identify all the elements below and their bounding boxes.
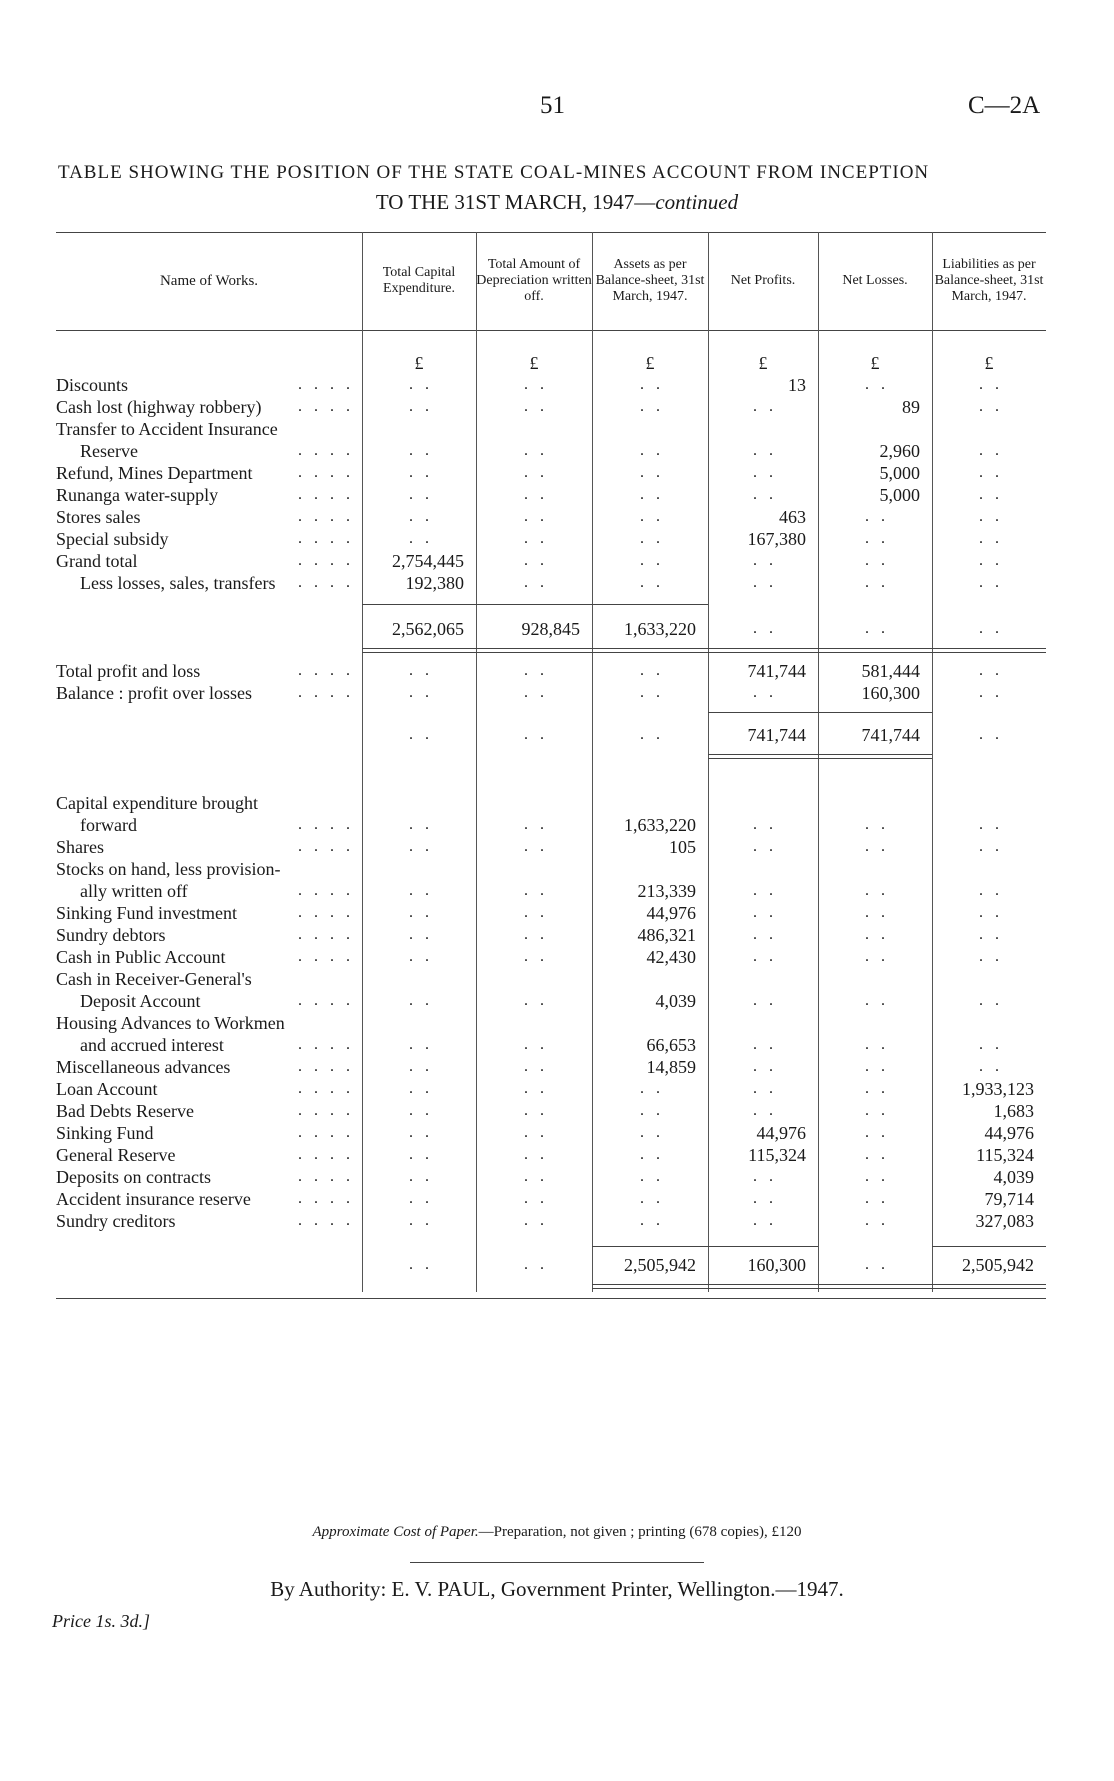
leader-dots: . . . . [298, 992, 354, 1009]
subtotal2-net-profit: 741,744 [747, 725, 806, 745]
empty-cell-dots: . . [640, 726, 664, 743]
leader-dots: . . . . [298, 442, 354, 459]
cell-liabilities: 1,683 [993, 1101, 1034, 1121]
empty-cell-dots: . . [409, 882, 433, 899]
column-header-net-profit: Net Profits. [730, 273, 796, 288]
currency-symbol-net-loss: £ [870, 353, 880, 373]
leader-dots: . . . . [298, 398, 354, 415]
currency-symbol-net-profit: £ [758, 353, 768, 373]
column-rule [818, 232, 819, 1292]
assets-total-rule [592, 1246, 708, 1247]
row-label: Stores sales [56, 507, 141, 527]
empty-cell-dots: . . [865, 838, 889, 855]
empty-cell-dots: . . [979, 838, 1003, 855]
subtotal2-double-rule [708, 754, 932, 755]
cell-assets: 14,859 [646, 1057, 696, 1077]
column-header-net-loss: Net Losses. [842, 273, 908, 288]
cell-liabilities: 327,083 [975, 1211, 1034, 1231]
empty-cell-dots: . . [640, 1212, 664, 1229]
final-double-rule [592, 1284, 1046, 1285]
empty-cell-dots: . . [753, 1190, 777, 1207]
cell-assets: 1,633,220 [624, 815, 696, 835]
currency-symbol-assets: £ [645, 353, 655, 373]
empty-cell-dots: . . [979, 508, 1003, 525]
empty-cell-dots: . . [865, 376, 889, 393]
currency-symbol-liabilities: £ [984, 353, 994, 373]
leader-dots: . . . . [298, 1058, 354, 1075]
row-label: Capital expenditure brought [56, 793, 258, 813]
empty-cell-dots: . . [524, 1146, 548, 1163]
empty-cell-dots: . . [979, 948, 1003, 965]
empty-cell-dots: . . [753, 948, 777, 965]
authority-line: By Authority: E. V. PAUL, Government Printer, Wellington.—1947. [270, 1577, 844, 1601]
column-header-liabilities: Liabilities as per Balance-sheet, 31st March, 1947. [934, 257, 1044, 304]
row-label: Balance : profit over losses [56, 683, 252, 703]
empty-cell-dots: . . [753, 838, 777, 855]
row-label: Total profit and loss [56, 661, 201, 681]
empty-cell-dots: . . [524, 1036, 548, 1053]
empty-cell-dots: . . [979, 882, 1003, 899]
row-label: Sinking Fund investment [56, 903, 238, 923]
empty-cell-dots: . . [979, 530, 1003, 547]
row-label: Refund, Mines Department [56, 463, 253, 483]
empty-cell-dots: . . [524, 1124, 548, 1141]
empty-cell-dots: . . [409, 508, 433, 525]
empty-cell-dots: . . [524, 948, 548, 965]
cell-liabilities: 4,039 [993, 1167, 1034, 1187]
row-label: Accident insurance reserve [56, 1189, 251, 1209]
row-label: Runanga water-supply [56, 485, 219, 505]
empty-cell-dots: . . [753, 904, 777, 921]
cell-net-loss: 89 [902, 397, 920, 417]
cell-net-profit: 741,744 [747, 661, 806, 681]
leader-dots: . . . . [298, 1168, 354, 1185]
column-header-name: Name of Works. [159, 273, 259, 289]
leader-dots: . . . . [298, 1190, 354, 1207]
empty-cell-dots: . . [640, 508, 664, 525]
cell-net-profit: 44,976 [756, 1123, 806, 1143]
empty-cell-dots: . . [409, 992, 433, 1009]
empty-cell-dots: . . [753, 1080, 777, 1097]
empty-cell-dots: . . [865, 1190, 889, 1207]
empty-cell-dots: . . [865, 926, 889, 943]
empty-cell-dots: . . [524, 816, 548, 833]
empty-cell-dots: . . [409, 926, 433, 943]
subtotal1-rule [362, 604, 708, 605]
cell-assets: 105 [669, 837, 696, 857]
subtotal2-double-rule [708, 758, 932, 759]
section-divider [362, 648, 1046, 649]
empty-cell-dots: . . [865, 1212, 889, 1229]
empty-cell-dots: . . [753, 442, 777, 459]
empty-cell-dots: . . [640, 552, 664, 569]
empty-cell-dots: . . [865, 1168, 889, 1185]
empty-cell-dots: . . [865, 816, 889, 833]
cell-net-loss: 2,960 [879, 441, 920, 461]
cell-net-profit: 167,380 [747, 529, 806, 549]
grand-total-liabilities: 2,505,942 [962, 1255, 1034, 1275]
empty-cell-dots: . . [753, 1102, 777, 1119]
section-divider [362, 652, 1046, 653]
subtotal1-capital: 2,562,065 [392, 619, 464, 639]
empty-cell-dots: . . [409, 684, 433, 701]
empty-cell-dots: . . [409, 1124, 433, 1141]
empty-cell-dots: . . [409, 376, 433, 393]
empty-cell-dots: . . [753, 620, 777, 637]
cell-net-loss: 581,444 [861, 661, 920, 681]
empty-cell-dots: . . [524, 376, 548, 393]
empty-cell-dots: . . [979, 620, 1003, 637]
cell-net-loss: 5,000 [879, 485, 920, 505]
leader-dots: . . . . [298, 1102, 354, 1119]
empty-cell-dots: . . [753, 1036, 777, 1053]
row-label: Sundry creditors [56, 1211, 176, 1231]
leader-dots: . . . . [298, 1080, 354, 1097]
empty-cell-dots: . . [409, 904, 433, 921]
empty-cell-dots: . . [640, 464, 664, 481]
empty-cell-dots: . . [524, 904, 548, 921]
leader-dots: . . . . [298, 464, 354, 481]
empty-cell-dots: . . [640, 684, 664, 701]
cell-assets: 66,653 [646, 1035, 696, 1055]
subtotal1-depreciation: 928,845 [521, 619, 580, 639]
empty-cell-dots: . . [753, 816, 777, 833]
cell-assets: 213,339 [637, 881, 696, 901]
empty-cell-dots: . . [753, 1058, 777, 1075]
final-double-rule [592, 1288, 1046, 1289]
cell-assets: 42,430 [646, 947, 696, 967]
cost-label: Approximate Cost of Paper. [312, 1524, 479, 1540]
empty-cell-dots: . . [640, 442, 664, 459]
liabilities-total-rule [932, 1246, 1046, 1247]
subtotal1-assets: 1,633,220 [624, 619, 696, 639]
leader-dots: . . . . [298, 838, 354, 855]
empty-cell-dots: . . [753, 1168, 777, 1185]
empty-cell-dots: . . [524, 926, 548, 943]
empty-cell-dots: . . [524, 530, 548, 547]
empty-cell-dots: . . [979, 464, 1003, 481]
column-header-assets: Assets as per Balance-sheet, 31st March, 1947. [595, 257, 705, 304]
row-label: Less losses, sales, transfers [80, 573, 276, 593]
cell-net-profit: 13 [788, 375, 806, 395]
leader-dots: . . . . [298, 1146, 354, 1163]
empty-cell-dots: . . [640, 398, 664, 415]
cell-liabilities: 1,933,123 [962, 1079, 1034, 1099]
empty-cell-dots: . . [865, 904, 889, 921]
empty-cell-dots: . . [979, 662, 1003, 679]
row-label: forward [80, 815, 137, 835]
cost-of-paper-note [0, 1524, 1114, 1541]
cell-net-loss: 5,000 [879, 463, 920, 483]
leader-dots: . . . . [298, 1212, 354, 1229]
empty-cell-dots: . . [409, 1102, 433, 1119]
footer-divider [410, 1562, 704, 1563]
empty-cell-dots: . . [409, 398, 433, 415]
subtotal2-net-loss: 741,744 [861, 725, 920, 745]
empty-cell-dots: . . [409, 486, 433, 503]
empty-cell-dots: . . [524, 1212, 548, 1229]
row-label: ally written off [80, 881, 188, 901]
row-label: Housing Advances to Workmen [56, 1013, 285, 1033]
empty-cell-dots: . . [865, 620, 889, 637]
row-label: Transfer to Accident Insurance [56, 419, 278, 439]
empty-cell-dots: . . [979, 992, 1003, 1009]
empty-cell-dots: . . [409, 816, 433, 833]
empty-cell-dots: . . [524, 684, 548, 701]
empty-cell-dots: . . [524, 1190, 548, 1207]
empty-cell-dots: . . [979, 574, 1003, 591]
empty-cell-dots: . . [753, 926, 777, 943]
empty-cell-dots: . . [524, 508, 548, 525]
empty-cell-dots: . . [409, 1256, 433, 1273]
subtotal2-rule [708, 712, 932, 713]
leader-dots: . . . . [298, 948, 354, 965]
empty-cell-dots: . . [753, 992, 777, 1009]
empty-cell-dots: . . [409, 1058, 433, 1075]
empty-cell-dots: . . [640, 1102, 664, 1119]
row-label: Cash lost (highway robbery) [56, 397, 262, 417]
cell-net-loss: 160,300 [861, 683, 920, 703]
empty-cell-dots: . . [753, 464, 777, 481]
cell-liabilities: 115,324 [976, 1145, 1034, 1165]
empty-cell-dots: . . [979, 684, 1003, 701]
empty-cell-dots: . . [409, 838, 433, 855]
row-label: Deposits on contracts [56, 1167, 211, 1187]
row-label: Loan Account [56, 1079, 158, 1099]
row-label: Sinking Fund [56, 1123, 154, 1143]
empty-cell-dots: . . [524, 1102, 548, 1119]
empty-cell-dots: . . [409, 530, 433, 547]
empty-cell-dots: . . [865, 552, 889, 569]
empty-cell-dots: . . [865, 1102, 889, 1119]
grand-total-net-profit: 160,300 [747, 1255, 806, 1275]
empty-cell-dots: . . [979, 726, 1003, 743]
empty-cell-dots: . . [524, 1058, 548, 1075]
row-label: and accrued interest [80, 1035, 224, 1055]
empty-cell-dots: . . [640, 1146, 664, 1163]
empty-cell-dots: . . [524, 838, 548, 855]
column-header-depreciation: Total Amount of Depreciation written off. [476, 257, 592, 304]
empty-cell-dots: . . [753, 552, 777, 569]
empty-cell-dots: . . [640, 574, 664, 591]
empty-cell-dots: . . [640, 1190, 664, 1207]
row-label: Bad Debts Reserve [56, 1101, 194, 1121]
empty-cell-dots: . . [409, 1168, 433, 1185]
empty-cell-dots: . . [979, 926, 1003, 943]
empty-cell-dots: . . [524, 574, 548, 591]
leader-dots: . . . . [298, 376, 354, 393]
empty-cell-dots: . . [524, 726, 548, 743]
table-title-line1: TABLE SHOWING THE POSITION OF THE STATE COAL-MINES ACCOUNT FROM INCEPTION [58, 162, 930, 183]
cell-net-profit: 463 [779, 507, 806, 527]
empty-cell-dots: . . [979, 486, 1003, 503]
title-line2-continued: continued [655, 190, 739, 214]
document-reference: C—2A [968, 92, 1041, 119]
header-bottom-rule [56, 330, 1046, 331]
cell-capital: 192,380 [405, 573, 464, 593]
empty-cell-dots: . . [979, 1058, 1003, 1075]
empty-cell-dots: . . [979, 1036, 1003, 1053]
empty-cell-dots: . . [865, 882, 889, 899]
empty-cell-dots: . . [865, 992, 889, 1009]
cell-liabilities: 44,976 [984, 1123, 1034, 1143]
empty-cell-dots: . . [524, 442, 548, 459]
empty-cell-dots: . . [865, 1080, 889, 1097]
empty-cell-dots: . . [753, 574, 777, 591]
empty-cell-dots: . . [979, 398, 1003, 415]
empty-cell-dots: . . [524, 1168, 548, 1185]
empty-cell-dots: . . [409, 1212, 433, 1229]
empty-cell-dots: . . [979, 904, 1003, 921]
empty-cell-dots: . . [640, 1124, 664, 1141]
empty-cell-dots: . . [865, 1124, 889, 1141]
empty-cell-dots: . . [409, 442, 433, 459]
empty-cell-dots: . . [524, 398, 548, 415]
leader-dots: . . . . [298, 508, 354, 525]
price: Price 1s. 3d.] [52, 1611, 150, 1631]
grand-total-assets: 2,505,942 [624, 1255, 696, 1275]
leader-dots: . . . . [298, 662, 354, 679]
leader-dots: . . . . [298, 574, 354, 591]
table-bottom-rule [56, 1298, 1046, 1299]
empty-cell-dots: . . [865, 1146, 889, 1163]
leader-dots: . . . . [298, 552, 354, 569]
leader-dots: . . . . [298, 1124, 354, 1141]
cell-assets: 4,039 [655, 991, 696, 1011]
row-label: Sundry debtors [56, 925, 166, 945]
empty-cell-dots: . . [979, 376, 1003, 393]
table-top-rule [56, 232, 1046, 233]
row-label: Cash in Public Account [56, 947, 226, 967]
empty-cell-dots: . . [753, 684, 777, 701]
empty-cell-dots: . . [753, 882, 777, 899]
row-label: Stocks on hand, less provision- [56, 859, 281, 879]
empty-cell-dots: . . [524, 552, 548, 569]
leader-dots: . . . . [298, 1036, 354, 1053]
empty-cell-dots: . . [640, 486, 664, 503]
empty-cell-dots: . . [640, 1080, 664, 1097]
empty-cell-dots: . . [865, 1058, 889, 1075]
leader-dots: . . . . [298, 684, 354, 701]
empty-cell-dots: . . [409, 726, 433, 743]
empty-cell-dots: . . [409, 1080, 433, 1097]
empty-cell-dots: . . [409, 948, 433, 965]
empty-cell-dots: . . [979, 442, 1003, 459]
row-label: General Reserve [56, 1145, 176, 1165]
leader-dots: . . . . [298, 926, 354, 943]
empty-cell-dots: . . [640, 662, 664, 679]
column-header-capital: Total Capital Expenditure. [382, 265, 456, 296]
empty-cell-dots: . . [865, 530, 889, 547]
empty-cell-dots: . . [409, 662, 433, 679]
empty-cell-dots: . . [409, 1036, 433, 1053]
table-title-line2 [0, 190, 1114, 215]
cost-text: —Preparation, not given ; printing (678 copies), £120 [478, 1524, 802, 1540]
empty-cell-dots: . . [979, 552, 1003, 569]
cell-net-profit: 115,324 [748, 1145, 806, 1165]
leader-dots: . . . . [298, 530, 354, 547]
row-label: Deposit Account [80, 991, 201, 1011]
leader-dots: . . . . [298, 486, 354, 503]
empty-cell-dots: . . [524, 486, 548, 503]
page-number: 51 [540, 92, 565, 119]
empty-cell-dots: . . [979, 816, 1003, 833]
cell-liabilities: 79,714 [984, 1189, 1034, 1209]
leader-dots: . . . . [298, 882, 354, 899]
profit-total-rule [708, 1246, 818, 1247]
cell-assets: 44,976 [646, 903, 696, 923]
column-rule [362, 232, 363, 1292]
cell-capital: 2,754,445 [392, 551, 464, 571]
empty-cell-dots: . . [524, 992, 548, 1009]
column-rule [592, 232, 593, 1292]
empty-cell-dots: . . [640, 530, 664, 547]
empty-cell-dots: . . [865, 1036, 889, 1053]
empty-cell-dots: . . [865, 948, 889, 965]
empty-cell-dots: . . [409, 1190, 433, 1207]
leader-dots: . . . . [298, 904, 354, 921]
empty-cell-dots: . . [409, 464, 433, 481]
empty-cell-dots: . . [753, 398, 777, 415]
cell-assets: 486,321 [637, 925, 696, 945]
empty-cell-dots: . . [753, 1212, 777, 1229]
row-label: Reserve [80, 441, 138, 461]
row-label: Grand total [56, 551, 138, 571]
currency-symbol-capital: £ [414, 353, 424, 373]
row-label: Special subsidy [56, 529, 169, 549]
column-rule [476, 232, 477, 1292]
empty-cell-dots: . . [409, 1146, 433, 1163]
empty-cell-dots: . . [524, 1256, 548, 1273]
row-label: Discounts [56, 375, 128, 395]
row-label: Shares [56, 837, 104, 857]
empty-cell-dots: . . [865, 508, 889, 525]
empty-cell-dots: . . [524, 1080, 548, 1097]
empty-cell-dots: . . [865, 1256, 889, 1273]
title-line2-prefix: TO THE 31ST MARCH, 1947— [375, 190, 656, 214]
empty-cell-dots: . . [524, 882, 548, 899]
empty-cell-dots: . . [524, 464, 548, 481]
row-label: Miscellaneous advances [56, 1057, 231, 1077]
empty-cell-dots: . . [865, 574, 889, 591]
empty-cell-dots: . . [524, 662, 548, 679]
leader-dots: . . . . [298, 816, 354, 833]
currency-symbol-depreciation: £ [529, 353, 539, 373]
empty-cell-dots: . . [753, 486, 777, 503]
row-label: Cash in Receiver-General's [56, 969, 252, 989]
empty-cell-dots: . . [640, 1168, 664, 1185]
empty-cell-dots: . . [640, 376, 664, 393]
